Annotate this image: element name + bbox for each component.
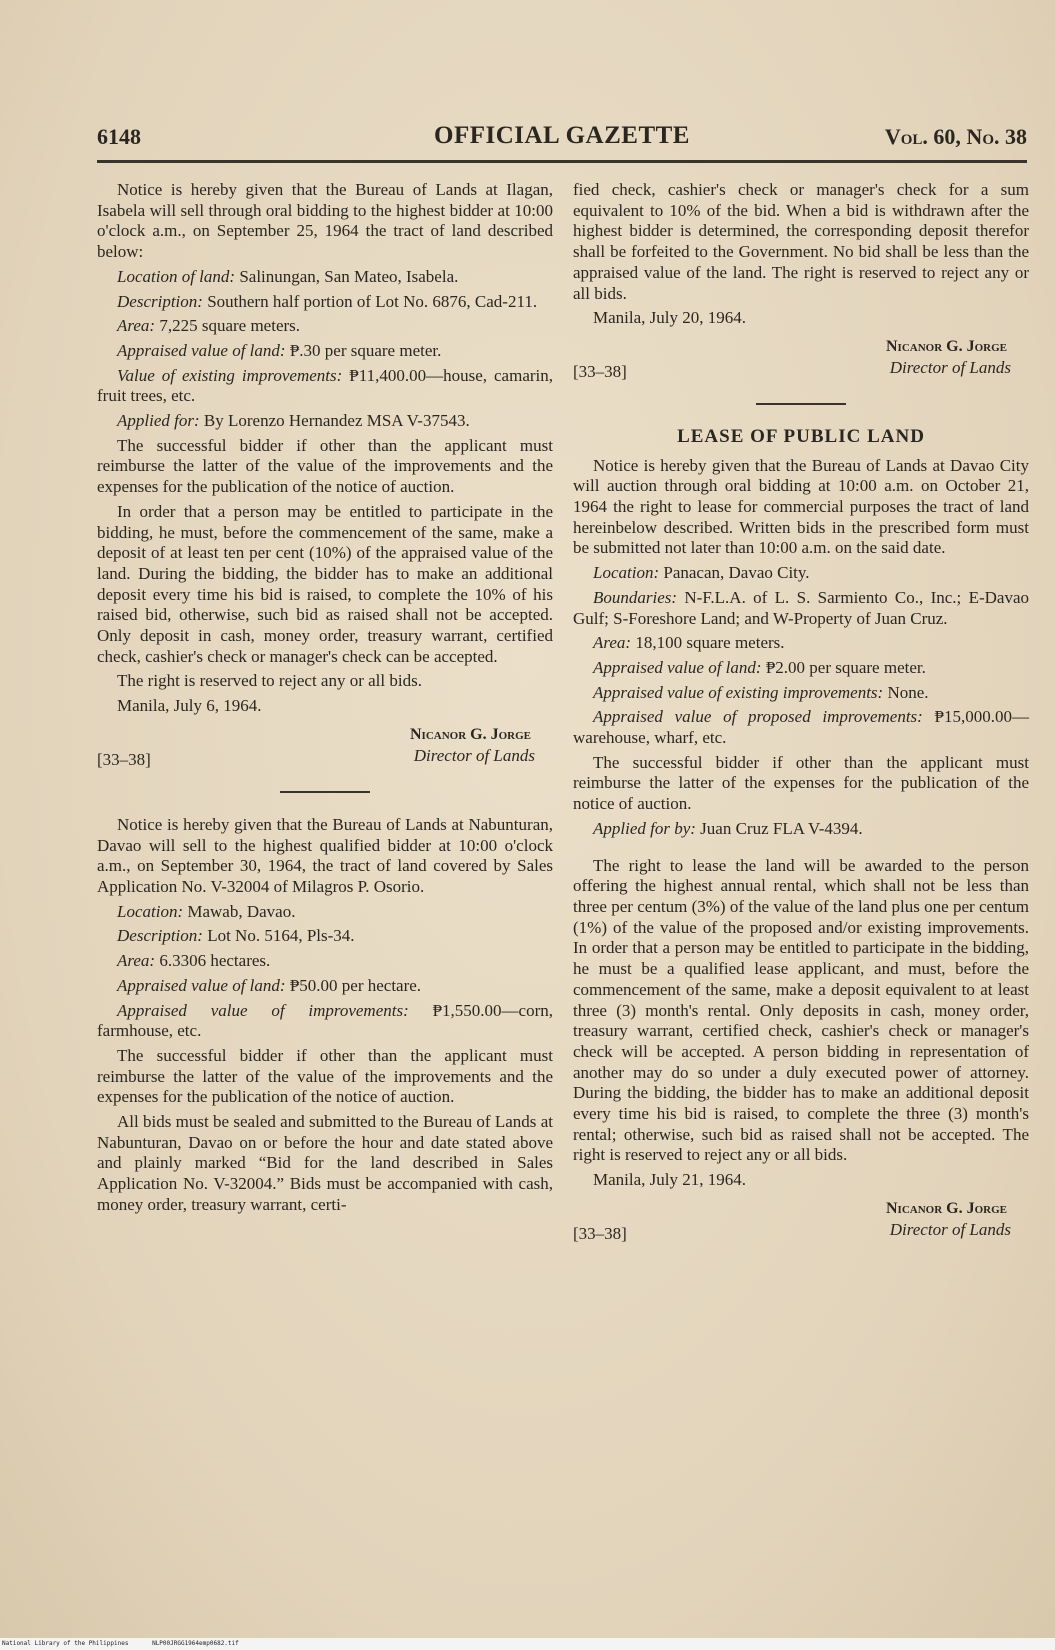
signature-block [573,337,1029,385]
library-credit: National Library of the Philippines [2,1640,129,1647]
right-column [573,180,1029,1257]
area-value: 6.3306 hectares. [159,951,271,971]
scan-filename: NLP00JRGG1964emp0682.tif [152,1640,239,1647]
location-label: Location: [593,563,660,583]
signature-block [97,725,553,773]
applied-value: By Lorenzo Hernandez MSA V-37543. [203,411,470,431]
proposed-value: ₱15,000.00—warehouse, wharf, etc. [573,707,1030,748]
applied-value: Juan Cruz FLA V-4394. [700,818,863,838]
reserve-paragraph: The right is reserved to reject any or all bids. [117,671,422,691]
description-value: Southern half portion of Lot No. 6876, Cad-211. [207,291,538,311]
description-line [97,292,553,313]
applied-line [97,411,553,432]
bids-paragraph: All bids must be sealed and submitted to the Bureau of Lands at Nabunturan, Davao on or before the hour and date stated above and plainly marked “Bid for the land described in Sales Application No. V-32004.” Bids must be accompanied with cash, money order, treasury warrant, certi- [97,1112,553,1214]
location-label: Location of land: [117,266,236,286]
existing-value: None. [887,682,929,702]
page-header [97,120,1027,160]
appraised-label: Appraised value of land: [593,657,762,677]
signer-name: Nicanor G. Jorge [409,725,531,743]
area-line [573,633,1029,654]
applied-label: Applied for: [117,411,200,431]
reimburse-paragraph: The successful bidder if other than the applicant must reimburse the latter of the expenses for the publication of the notice of auction. [573,752,1029,814]
description-label: Description: [117,291,203,311]
improvements-label: Value of existing improvements: [117,365,343,385]
area-label: Area: [117,316,156,336]
location-value: Salinungan, San Mateo, Isabela. [239,266,459,286]
bids-paragraph-continued: fied check, cashier's check or manager's check for a sum equivalent to 10% of the bid. When a bid is withdrawn after the highest bidder is determined, the corresponding deposit therefor shall be forfeited to the Government. No bid shall be less than the appraised value of the land. The right is reserved to reject any or all bids. [573,180,1029,303]
area-value: 18,100 square meters. [635,633,785,653]
appraised-value: ₱.30 per square meter. [289,340,442,360]
notice-nabunturan [97,815,553,1216]
description-line [97,926,553,947]
issue-reference: [33–38] [97,750,151,770]
reimburse-paragraph: The successful bidder if other than the applicant must reimburse the latter of the value of the improvements and the expenses for the publication of the notice of auction. [97,1045,553,1107]
location-line [97,902,553,923]
existing-label: Appraised value of existing improvements: [593,682,884,702]
appraised-value: ₱2.00 per square meter. [765,657,926,677]
appraised-line [97,341,553,362]
signer-title: Director of Lands [889,1219,1011,1239]
notice-intro: Notice is hereby given that the Bureau of Lands at Davao City will auction through oral bidding at 10:00 a.m. on October 21, 1964 the right to lease for commercial purposes the tract of land hereinbelow described. Written bids in the prescribed form must be submitted not later than 10:00 a.m. on the said date. [573,455,1029,558]
notice-lease-davao [573,427,1029,1247]
notice-date: Manila, July 21, 1964. [593,1170,746,1190]
header-rule [97,160,1027,163]
proposed-improvements-line [573,707,1029,748]
area-line [97,951,553,972]
reimburse-paragraph: The successful bidder if other than the applicant must reimburse the latter of the value of the improvements and the expenses for the publication of the notice of auction. [97,435,553,497]
notice-date: Manila, July 20, 1964. [593,308,746,328]
deposit-paragraph: In order that a person may be entitled to participate in the bidding, he must, before the commencement of the same, make a deposit of at least ten per cent (10%) of the appraised value of the land. During the bidding, the bidder has to make an additional deposit every time his bid is raised, to complete the 10% of his raised bid, otherwise, such bid as raised shall not be accepted. Only deposit in cash, money order, treasury warrant, certified check, cashier's check or manager's check can be accepted. [97,501,553,666]
notice-ilagan [97,180,553,773]
area-line [97,316,553,337]
spacer [573,844,1029,856]
improvements-line [97,1001,553,1042]
boundaries-line [573,588,1029,629]
notice-intro: Notice is hereby given that the Bureau of Lands at Ilagan, Isabela will sell through oral bidding to the highest bidder at 10:00 o'clock a.m., on September 25, 1964 the tract of land described below: [97,180,553,262]
publication-title: OFFICIAL GAZETTE [434,122,690,149]
existing-improvements-line [573,683,1029,704]
boundaries-value: N-F.L.A. of L. S. Sarmiento Co., Inc.; E-Davao Gulf; S-Foreshore Land; and W-Property of Juan Cruz. [573,587,1030,628]
notice-nabunturan-continued [573,180,1029,385]
left-column [97,180,553,1220]
location-value: Panacan, Davao City. [663,563,810,583]
applied-label: Applied for by: [593,818,696,838]
location-line [97,267,553,288]
area-value: 7,225 square meters. [159,316,301,336]
applied-line [573,819,1029,840]
appraised-line [97,976,553,997]
improvements-value: ₱1,550.00—corn, farmhouse, etc. [97,1000,553,1041]
boundaries-label: Boundaries: [593,587,678,607]
section-separator [756,403,846,405]
appraised-value: ₱50.00 per hectare. [289,975,422,995]
scan-footer [0,1638,1055,1650]
issue-reference: [33–38] [573,362,627,382]
signer-title: Director of Lands [889,357,1011,377]
appraised-label: Appraised value of land: [117,340,286,360]
signer-title: Director of Lands [413,745,535,765]
issue-reference: [33–38] [573,1224,627,1244]
volume-number: Vol. 60, No. 38 [884,124,1027,149]
signer-name: Nicanor G. Jorge [885,1199,1007,1217]
proposed-label: Appraised value of proposed improvements: [593,707,923,727]
section-heading: LEASE OF PUBLIC LAND [677,425,925,447]
location-line [573,563,1029,584]
description-value: Lot No. 5164, Pls-34. [207,926,355,946]
improvements-line [97,366,553,407]
signer-name: Nicanor G. Jorge [885,337,1007,355]
area-label: Area: [117,951,156,971]
improvements-label: Appraised value of improvements: [117,1000,409,1020]
notice-intro: Notice is hereby given that the Bureau of Lands at Nabunturan, Davao will sell to the highest qualified bidder at 10:00 o'clock a.m., on September 30, 1964, the tract of land covered by Sales Application No. V-32004 of Milagros P. Osorio. [97,814,553,896]
location-label: Location: [117,901,184,921]
location-value: Mawab, Davao. [187,901,296,921]
page-number: 6148 [97,124,141,149]
description-label: Description: [117,926,203,946]
notice-date: Manila, July 6, 1964. [117,696,262,716]
improvements-value: ₱11,400.00—house, camarin, fruit trees, etc. [97,365,553,406]
section-separator [280,791,370,793]
lease-terms-paragraph: The right to lease the land will be awarded to the person offering the highest annual rental, which shall not be less than three per centum (3%) of the value of the land plus one per centum (1%) of the value of the proposed and/or existing improvements. In order that a person may be entitled to participate in the bidding, he must be a qualified lease applicant, and must, before the commencement of the same, make a deposit equivalent to at least three (3) month's rental. Only deposits in cash, money order, treasury warrant, certified check, cashier's check or manager's check will be accepted. A person bidding in representation of another may do so under a duly executed power of attorney. During the bidding, the bidder has to make an additional deposit every time his bid is raised, to complete the three (3) month's rental; otherwise, such bid as raised shall not be accepted. The right is reserved to reject any or all bids. [573,855,1029,1165]
signature-block [573,1199,1029,1247]
area-label: Area: [593,633,632,653]
appraised-label: Appraised value of land: [117,975,286,995]
appraised-line [573,658,1029,679]
